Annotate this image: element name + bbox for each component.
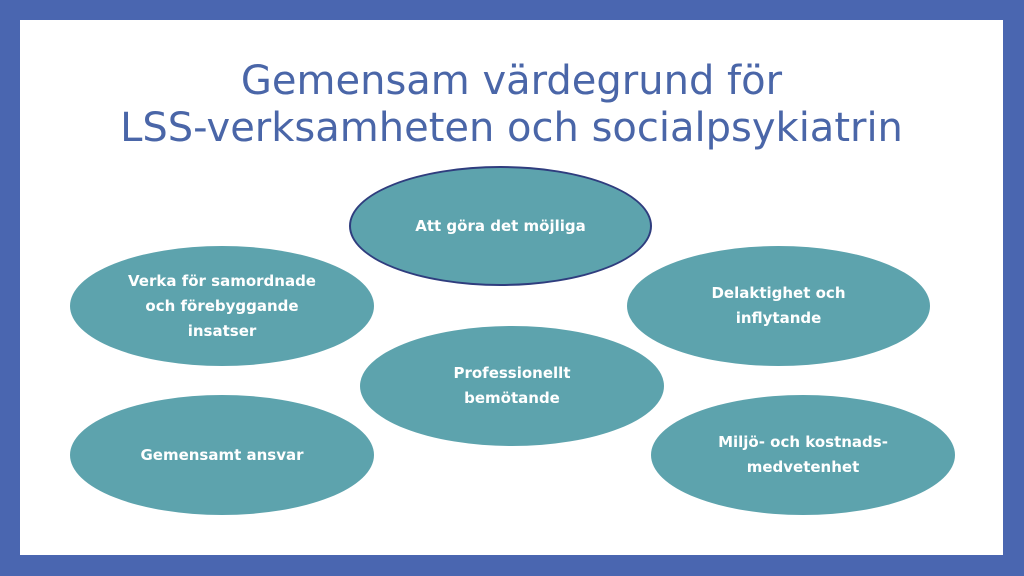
slide-title: [20, 58, 1003, 152]
value-label: Gemensamt ansvar: [140, 445, 304, 464]
value-miljo-och-kostnadsmedvetenhet: [651, 395, 955, 515]
value-label: Delaktighet och inflytande: [711, 284, 846, 327]
value-verka-for-samordnade: [70, 246, 374, 366]
title-line-1: Gemensam värdegrund för: [240, 58, 783, 104]
value-label: Att göra det möjliga: [415, 216, 586, 235]
value-gemensamt-ansvar: [70, 395, 374, 515]
value-label: Professionellt bemötande: [453, 364, 571, 407]
title-line-2: LSS-verksamheten och socialpsykiatrin: [120, 105, 903, 151]
value-delaktighet: [627, 246, 930, 366]
slide: [20, 20, 1003, 555]
value-professionellt-bemotande: [360, 326, 664, 446]
value-att-gora-det-mojliga: [349, 166, 652, 286]
value-label: Miljö- och kostnads-medvetenhet: [718, 433, 888, 476]
value-label: Verka för samordnade och förebyggande insatser: [128, 271, 316, 340]
